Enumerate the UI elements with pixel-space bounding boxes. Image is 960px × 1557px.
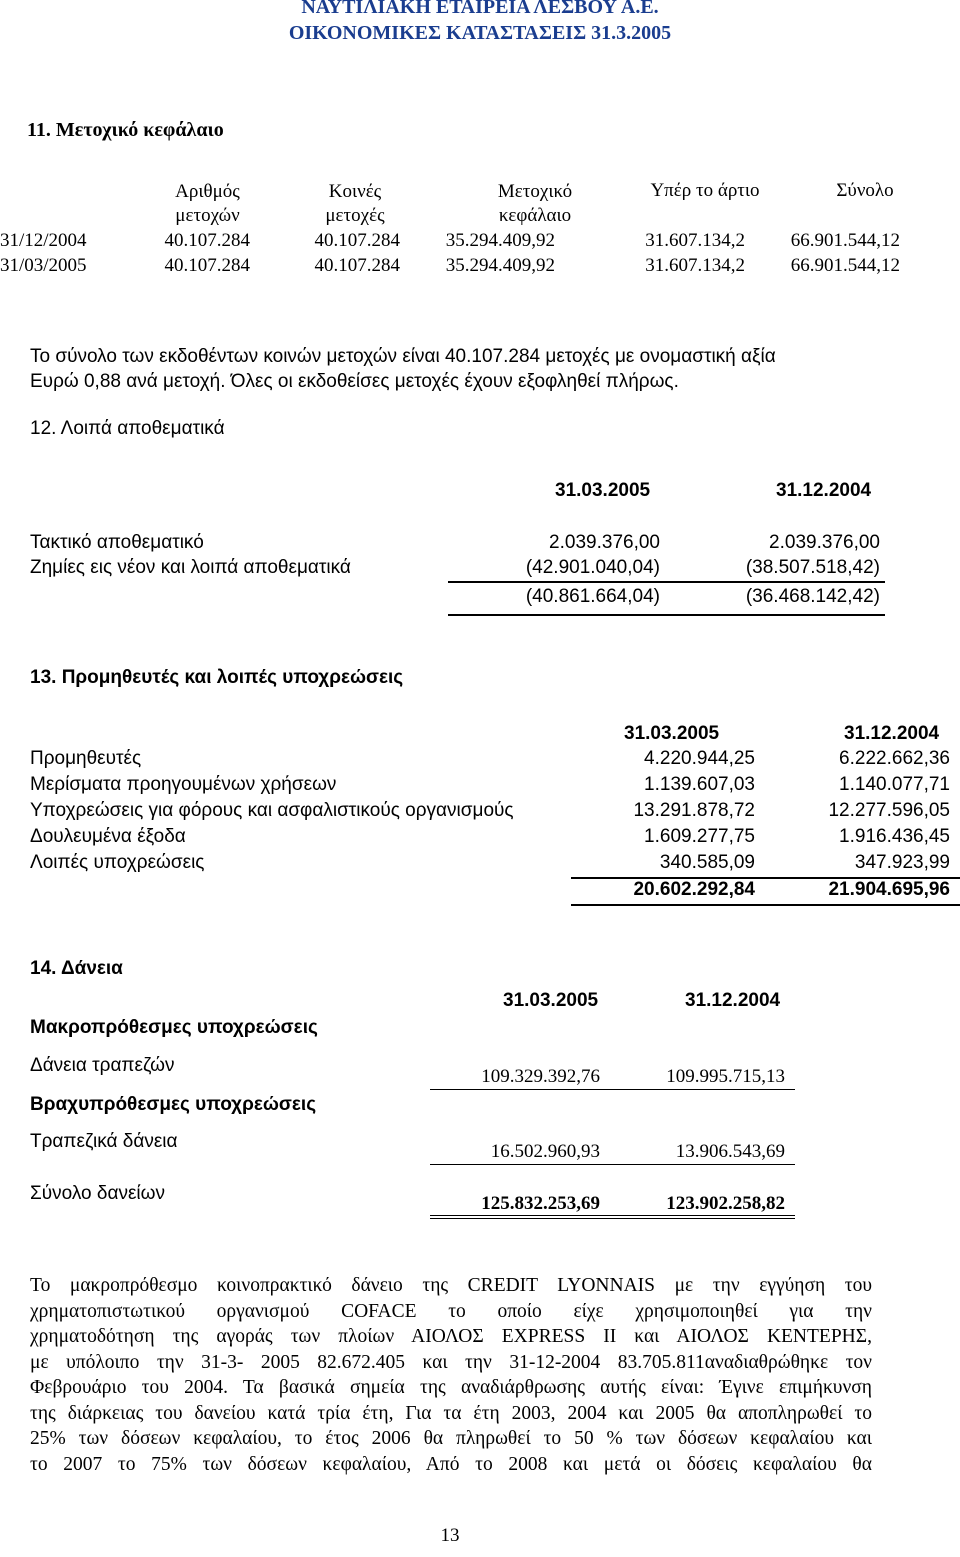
s13-row-label: Λοιπές υποχρεώσεις bbox=[30, 852, 205, 873]
s11-col-header-shares: Αριθμός μετοχών bbox=[175, 181, 240, 226]
s14-rule bbox=[430, 1089, 795, 1090]
paragraph-line: 25% των δόσεων κεφαλαίου, το έτος 2006 θα πληρωθεί το 50 % των δόσεων κεφαλαίου και bbox=[30, 1428, 872, 1449]
s11-col-header-total: Σύνολο bbox=[836, 180, 894, 201]
s11-note-line: Το σύνολο των εκδοθέντων κοινών μετοχών είναι 40.107.284 μετοχές με ονομαστική αξία bbox=[30, 346, 776, 367]
s12-row-label: Ζημίες εις νέον και λοιπά αποθεματικά bbox=[30, 557, 351, 578]
s13-cell: 4.220.944,25 bbox=[644, 748, 755, 769]
s12-col-header: 31.12.2004 bbox=[776, 480, 872, 501]
s12-subtotal-rule bbox=[448, 581, 885, 583]
s14-rule bbox=[430, 1164, 795, 1165]
s11-row-date: 31/12/2004 bbox=[0, 230, 87, 251]
s12-cell: 2.039.376,00 bbox=[549, 532, 660, 553]
page-header-company: ΝΑΥΤΙΛΙΑΚΗ ΕΤΑΙΡΕΙΑ ΛΕΣΒΟΥ Α.Ε. bbox=[301, 0, 659, 18]
s11-col-header-premium: Υπέρ το άρτιο bbox=[650, 180, 760, 201]
s11-cell: 31.607.134,2 bbox=[645, 255, 745, 276]
s13-cell: 1.916.436,45 bbox=[839, 826, 950, 847]
s12-cell: 2.039.376,00 bbox=[769, 532, 880, 553]
s11-cell: 31.607.134,2 bbox=[645, 230, 745, 251]
s11-cell: 40.107.284 bbox=[314, 255, 400, 276]
paragraph-line: το 2007 το 75% των δόσεων κεφαλαίου, Από το 2008 και μετά οι δόσεις κεφαλαίου θα bbox=[30, 1453, 872, 1475]
s14-row-label: Δάνεια τραπεζών bbox=[30, 1055, 175, 1076]
s12-total-cell: (40.861.664,04) bbox=[525, 586, 660, 607]
s11-cell: 40.107.284 bbox=[164, 230, 250, 251]
s11-cell: 40.107.284 bbox=[164, 255, 250, 276]
loan-paragraph bbox=[30, 1273, 872, 1477]
s13-total-cell: 21.904.695,96 bbox=[828, 879, 950, 900]
s14-cell: 109.995.715,13 bbox=[666, 1066, 785, 1087]
s14-col-header: 31.12.2004 bbox=[685, 990, 781, 1011]
paragraph-line: Το μακροπρόθεσμο κοινοπρακτικό δάνειο της CREDIT LYONNAIS με την εγγύηση του bbox=[30, 1275, 872, 1296]
s13-col-header: 31.03.2005 bbox=[624, 723, 720, 744]
s13-cell: 1.139.607,03 bbox=[644, 774, 755, 795]
s13-row-label: Προμηθευτές bbox=[30, 748, 142, 769]
s14-long-term-heading: Μακροπρόθεσμες υποχρεώσεις bbox=[30, 1017, 318, 1038]
s11-col-header-common: Κοινές μετοχές bbox=[325, 181, 385, 226]
s11-cell: 35.294.409,92 bbox=[445, 230, 555, 251]
s14-cell: 16.502.960,93 bbox=[490, 1141, 600, 1162]
paragraph-line: χρηματοδότηση της αγοράς των πλοίων ΑΙΟΛΟΣ EXPRESS II και ΑΙΟΛΟΣ ΚΕΝΤΕΡΗΣ, bbox=[30, 1326, 872, 1347]
paragraph-line: της διάρκειας του δανείου κατά τρία έτη, Για τα έτη 2003, 2004 και 2005 θα αποπληρωθεί το bbox=[30, 1402, 872, 1424]
s12-cell: (42.901.040,04) bbox=[525, 557, 660, 578]
s11-row-date: 31/03/2005 bbox=[0, 255, 87, 276]
s13-cell: 13.291.878,72 bbox=[633, 800, 755, 821]
s14-short-term-heading: Βραχυπρόθεσμες υποχρεώσεις bbox=[30, 1094, 317, 1115]
s12-row-label: Τακτικό αποθεματικό bbox=[30, 532, 204, 553]
s12-total-rule bbox=[448, 614, 885, 616]
s14-total-rule bbox=[430, 1215, 795, 1216]
s11-cell: 35.294.409,92 bbox=[445, 255, 555, 276]
paragraph-line: χρηματοπιστωτικού οργανισμού COFACE το οποίο είχε χρησιμοποιηθεί για την bbox=[30, 1300, 872, 1322]
s13-cell: 6.222.662,36 bbox=[839, 748, 950, 769]
s14-total-label: Σύνολο δανείων bbox=[30, 1183, 165, 1204]
section-14-title: 14. Δάνεια bbox=[30, 958, 123, 979]
section-11-title: 11. Μετοχικό κεφάλαιο bbox=[27, 119, 224, 141]
s14-col-header: 31.03.2005 bbox=[503, 990, 599, 1011]
s14-row-label: Τραπεζικά δάνεια bbox=[30, 1131, 178, 1152]
paragraph-line: Φεβρουάριο του 2004. Τα βασικά σημεία της αναδιάρθρωσης αυτής είναι: Έγινε επιμήκυνση bbox=[30, 1377, 872, 1398]
s11-note-line: Ευρώ 0,88 ανά μετοχή. Όλες οι εκδοθείσες μετοχές έχουν εξοφληθεί πλήρως. bbox=[30, 371, 679, 392]
s13-row-label: Μερίσματα προηγουμένων χρήσεων bbox=[30, 774, 337, 795]
s13-total-cell: 20.602.292,84 bbox=[633, 879, 755, 900]
s13-row-label: Δουλευμένα έξοδα bbox=[30, 826, 186, 847]
s14-cell: 13.906.543,69 bbox=[675, 1141, 785, 1162]
s13-cell: 12.277.596,05 bbox=[828, 800, 950, 821]
s13-cell: 340.585,09 bbox=[659, 852, 755, 873]
section-12-title: 12. Λοιπά αποθεματικά bbox=[30, 418, 225, 439]
s12-cell: (38.507.518,42) bbox=[745, 557, 880, 578]
s14-cell: 109.329.392,76 bbox=[481, 1066, 600, 1087]
s13-cell: 347.923,99 bbox=[854, 852, 950, 873]
s14-total-cell: 125.832.253,69 bbox=[481, 1193, 600, 1214]
s11-cell: 40.107.284 bbox=[314, 230, 400, 251]
s11-cell: 66.901.544,12 bbox=[790, 230, 900, 251]
s13-total-rule bbox=[571, 904, 960, 906]
s13-col-header: 31.12.2004 bbox=[844, 723, 940, 744]
s13-cell: 1.140.077,71 bbox=[839, 774, 950, 795]
s12-col-header: 31.03.2005 bbox=[555, 480, 651, 501]
s14-total-rule bbox=[430, 1218, 795, 1219]
s13-row-label: Υποχρεώσεις για φόρους και ασφαλιστικούς οργανισμούς bbox=[30, 800, 514, 821]
page-number: 13 bbox=[440, 1525, 460, 1546]
page-header-title: ΟΙΚΟΝΟΜΙΚΕΣ ΚΑΤΑΣΤΑΣΕΙΣ 31.3.2005 bbox=[288, 22, 672, 44]
paragraph-line: με υπόλοιπο την 31-3- 2005 82.672.405 και την 31-12-2004 83.705.811αναδιαθρώθηκε τον bbox=[30, 1351, 872, 1373]
s14-total-cell: 123.902.258,82 bbox=[666, 1193, 785, 1214]
s12-total-cell: (36.468.142,42) bbox=[745, 586, 880, 607]
s11-cell: 66.901.544,12 bbox=[790, 255, 900, 276]
s13-cell: 1.609.277,75 bbox=[644, 826, 755, 847]
s11-col-header-capital: Μετοχικό κεφάλαιο bbox=[497, 181, 573, 226]
section-13-title: 13. Προμηθευτές και λοιπές υποχρεώσεις bbox=[30, 667, 404, 688]
